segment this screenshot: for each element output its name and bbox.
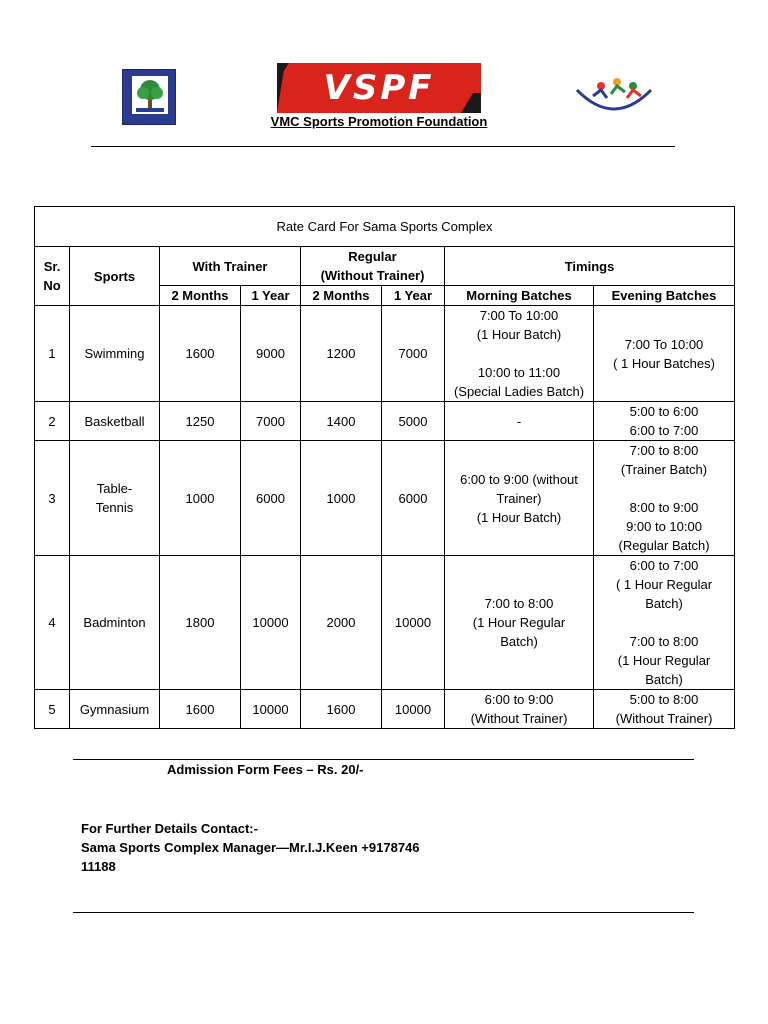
cell-evening: 6:00 to 7:00 ( 1 Hour Regular Batch) 7:00 to 8:00 (1 Hour Regular Batch) <box>594 556 735 690</box>
col-evening: Evening Batches <box>594 286 735 306</box>
col-sports: Sports <box>70 247 160 306</box>
cell-sport: Basketball <box>70 402 160 441</box>
cell-wt-1y: 6000 <box>241 441 301 556</box>
col-wt-1-year: 1 Year <box>241 286 301 306</box>
table-row <box>35 306 735 402</box>
col-morning: Morning Batches <box>445 286 594 306</box>
cell-rg-2m: 1400 <box>301 402 382 441</box>
cell-rg-2m: 2000 <box>301 556 382 690</box>
cell-wt-2m: 1600 <box>160 306 241 402</box>
vspf-logo <box>277 63 481 113</box>
table-title: Rate Card For Sama Sports Complex <box>35 207 735 247</box>
cell-sr: 4 <box>35 556 70 690</box>
col-timings: Timings <box>445 247 735 286</box>
cell-sr: 1 <box>35 306 70 402</box>
cell-rg-2m: 1200 <box>301 306 382 402</box>
cell-sport: Swimming <box>70 306 160 402</box>
org-name: VMC Sports Promotion Foundation <box>270 114 488 129</box>
contact-heading: For Further Details Contact:- <box>81 821 258 836</box>
cell-sport: Badminton <box>70 556 160 690</box>
cell-rg-1y: 7000 <box>382 306 445 402</box>
admission-fees: Admission Form Fees – Rs. 20/- <box>167 762 364 777</box>
vspf-logo-text: VSPF <box>323 68 435 108</box>
cell-wt-2m: 1800 <box>160 556 241 690</box>
header-divider <box>91 146 675 147</box>
cell-evening: 7:00 to 8:00 (Trainer Batch) 8:00 to 9:00 9:00 to 10:00 (Regular Batch) <box>594 441 735 556</box>
cell-morning: - <box>445 402 594 441</box>
table-row <box>35 556 735 690</box>
cell-wt-1y: 9000 <box>241 306 301 402</box>
col-sr-no: Sr. No <box>35 247 70 306</box>
cell-morning: 6:00 to 9:00 (Without Trainer) <box>445 690 594 729</box>
cell-evening: 5:00 to 8:00 (Without Trainer) <box>594 690 735 729</box>
cell-morning: 6:00 to 9:00 (without Trainer) (1 Hour Batch) <box>445 441 594 556</box>
cell-sr: 3 <box>35 441 70 556</box>
footer-divider-bottom <box>73 912 694 913</box>
cell-rg-1y: 10000 <box>382 690 445 729</box>
rate-card-table <box>34 206 735 729</box>
vmc-emblem-icon <box>122 69 176 125</box>
cell-rg-2m: 1600 <box>301 690 382 729</box>
table-row <box>35 402 735 441</box>
cell-rg-1y: 5000 <box>382 402 445 441</box>
footer-divider-top <box>73 759 694 760</box>
contact-line-2: 11188 <box>81 859 116 874</box>
cell-wt-1y: 10000 <box>241 690 301 729</box>
cell-wt-2m: 1250 <box>160 402 241 441</box>
col-rg-2-months: 2 Months <box>301 286 382 306</box>
col-rg-1-year: 1 Year <box>382 286 445 306</box>
cell-wt-1y: 10000 <box>241 556 301 690</box>
cell-rg-1y: 10000 <box>382 556 445 690</box>
col-with-trainer: With Trainer <box>160 247 301 286</box>
cell-rg-1y: 6000 <box>382 441 445 556</box>
cell-wt-2m: 1600 <box>160 690 241 729</box>
cell-morning: 7:00 To 10:00 (1 Hour Batch) 10:00 to 11:00 (Special Ladies Batch) <box>445 306 594 402</box>
col-wt-2-months: 2 Months <box>160 286 241 306</box>
table-row <box>35 690 735 729</box>
cell-sport: Table- Tennis <box>70 441 160 556</box>
cell-sr: 5 <box>35 690 70 729</box>
cell-wt-1y: 7000 <box>241 402 301 441</box>
contact-line: Sama Sports Complex Manager—Mr.I.J.Keen +9178746 <box>81 840 420 855</box>
cell-sr: 2 <box>35 402 70 441</box>
cell-morning: 7:00 to 8:00 (1 Hour Regular Batch) <box>445 556 594 690</box>
sports-authority-gujarat-icon <box>571 72 657 122</box>
table-row <box>35 441 735 556</box>
cell-sport: Gymnasium <box>70 690 160 729</box>
cell-evening: 7:00 To 10:00 ( 1 Hour Batches) <box>594 306 735 402</box>
cell-rg-2m: 1000 <box>301 441 382 556</box>
col-regular: Regular (Without Trainer) <box>301 247 445 286</box>
cell-evening: 5:00 to 6:00 6:00 to 7:00 <box>594 402 735 441</box>
cell-wt-2m: 1000 <box>160 441 241 556</box>
contact-block <box>81 819 420 876</box>
